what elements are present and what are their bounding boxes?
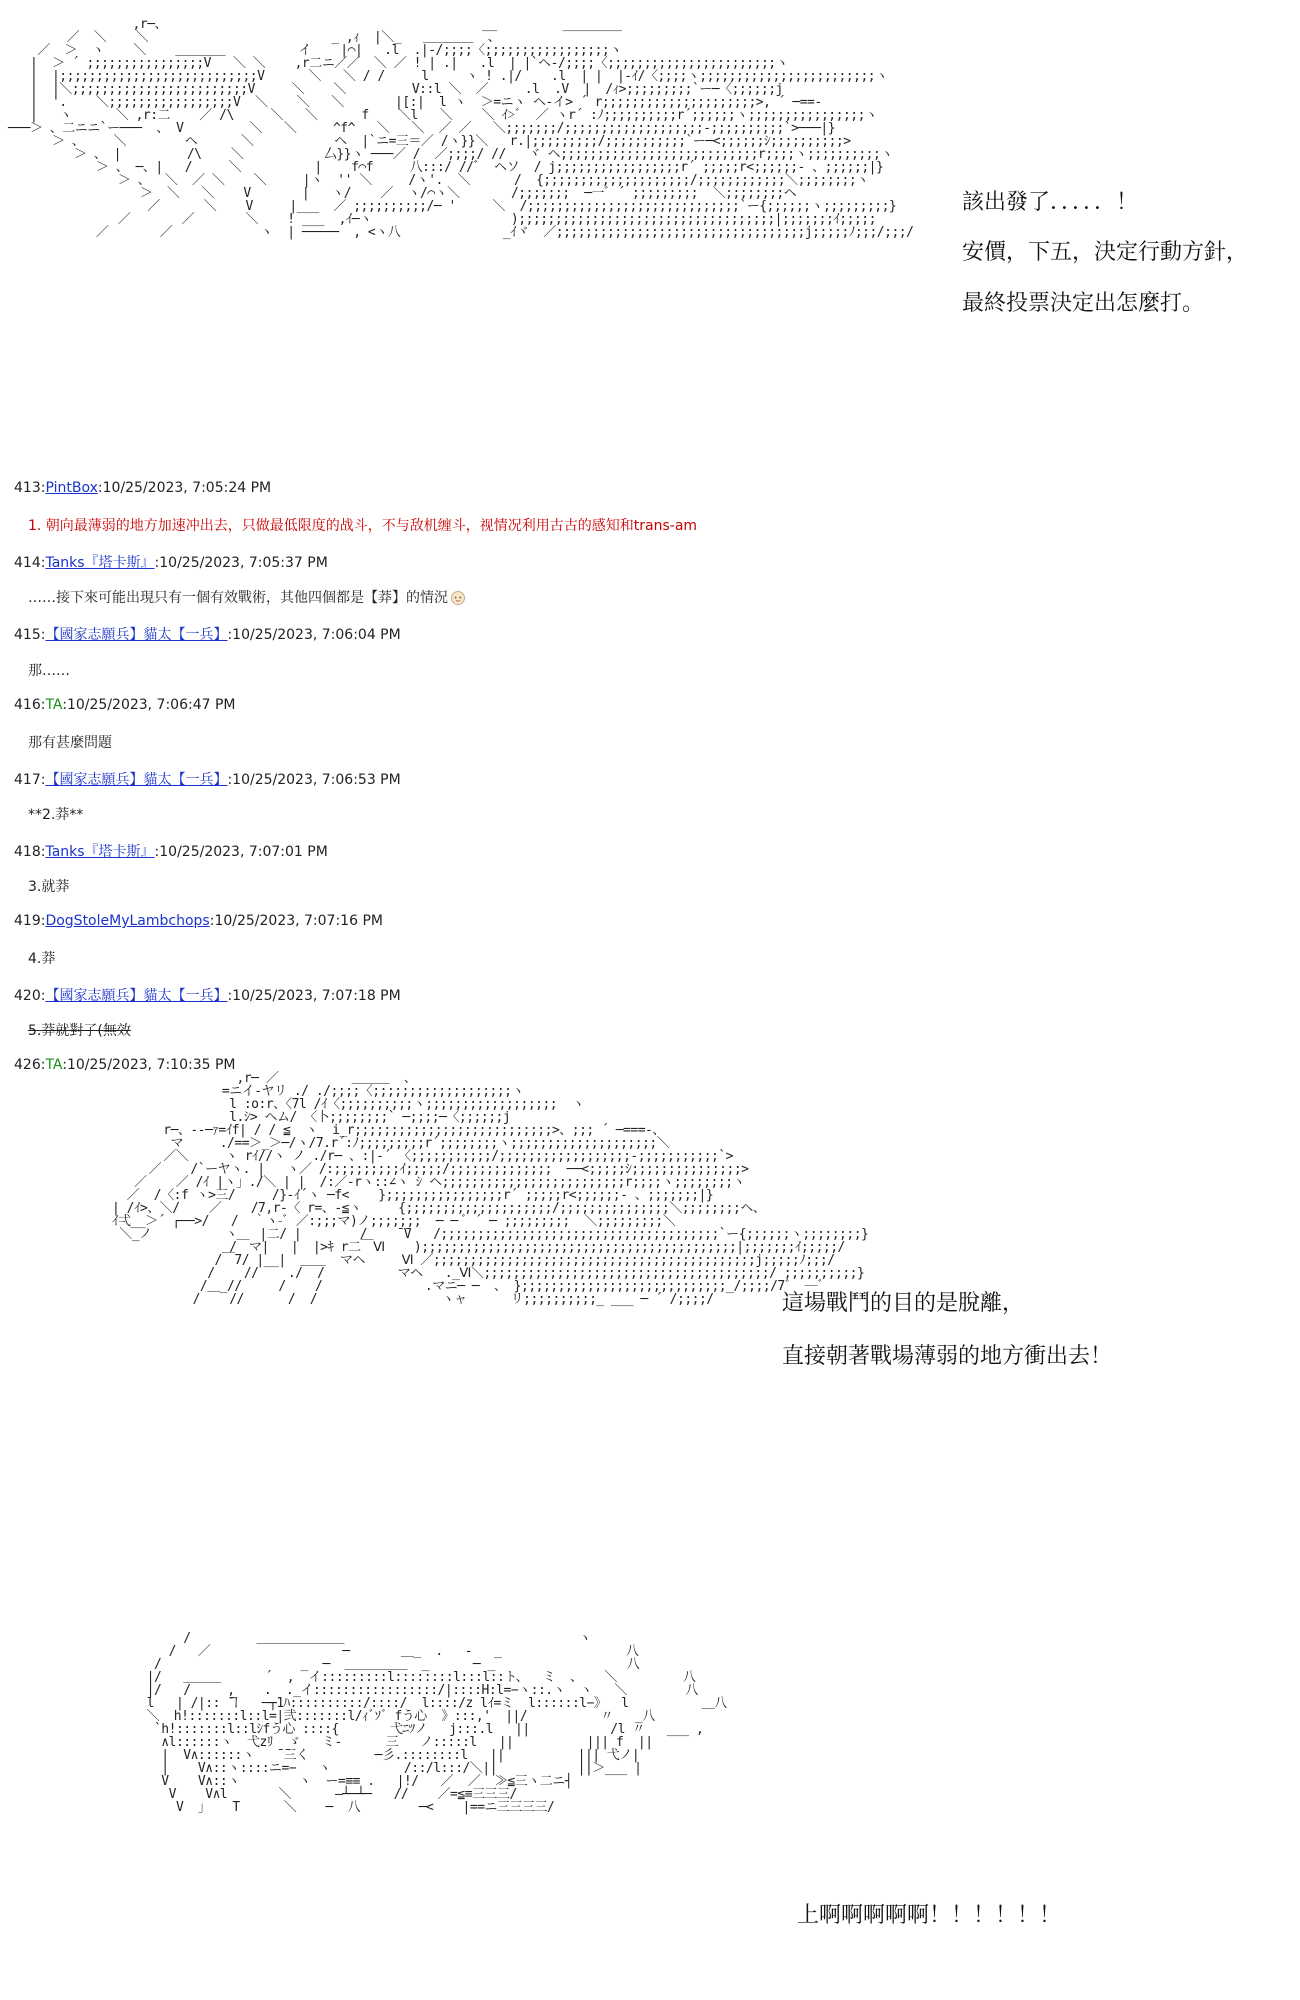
post-author-link[interactable]: Tanks『塔卡斯』 <box>45 555 155 571</box>
post-header-414: 414:Tanks『塔卡斯』:10/25/2023, 7:05:37 PM <box>14 555 328 571</box>
face-emoji-icon <box>450 589 466 605</box>
post-body-417: **2.莽** <box>28 807 84 823</box>
post-body-418: 3.就莽 <box>28 879 70 895</box>
narration-scene1-line3: 最終投票決定出怎麼打。 <box>962 291 1205 316</box>
post-author-name: TA <box>45 697 63 713</box>
narration-scene3-line1: 上啊啊啊啊啊！！！！！！ <box>797 1903 1062 1928</box>
post-header-413: 413:PintBox:10/25/2023, 7:05:24 PM <box>14 480 272 496</box>
post-header-426: 426:TA:10/25/2023, 7:10:35 PM <box>14 1057 236 1073</box>
post-header-415: 415:【國家志願兵】貓太【一兵】:10/25/2023, 7:06:04 PM <box>14 627 401 643</box>
post-body-416: 那有甚麼問題 <box>28 735 112 751</box>
post-header-420: 420:【國家志願兵】貓太【一兵】:10/25/2023, 7:07:18 PM <box>14 988 401 1004</box>
post-author-link[interactable]: PintBox <box>45 480 98 496</box>
ascii-art-scene-1: ,r─、 __ ________ ／ ＼ ＼ _ ,ｨ |＼_ ＿＿＿＿ 、 ／ ＞ ヽ ＼ ＿＿＿＿ イ |⌒| .l .|-/;;;;〈;;;;;;;;;;;;;;;;;ヽ | ＞ ´ ;;;;;;;;;;;;;;;;V ＼ ＼ ,r二ニ／／ ＼ ／ ! | .| .l | |`ヘ-/;;;;〈;;;;;;;;;;;;;;;;;;;;;;;ヽ | |;;;;;;;;;;;;;;;;;;;;;;;;;;;V ＼ ＼ / / l ヽ ! .|/ .l | | |-ｲ/〈;;;;ヽ;;;;;;;;;;;;;;;;;;;;;;;;ヽ | |＼;;;;;;;;;;;;;;;;;;;;;;;;V ＼ ＼ V::l ＼ ／ .l .V | /ｨ>;;;;;;;;;`ー─〈;;;;;;j | '. ＼;;;;;;;;;;;;;;;;;V ＼ ＼ ＼ |[:| l ヽ ＞=ニヽ ヘ-イ> ´ r;;;;;;;;;;;;;;;;;;;;;>, ´ ─==- | ヽ ＼ ,r:二 ／ /\ ＼ ＼ f ＼l ＼ ＼ ｲ>ﾞ ／ ヽr´ :ﾉ;;;;;;;;;;r´;;;;;;ヽ;;;;;;;;;;;;;;;;ヽ ───＞ 、二ニニ`ー─── 、 V ＼ ＼ ^f^ ＼ ＼ ／ ／ ＼;;;;;;;/;;;;;;;;;;;;;;;;;;;-;;;;;;;;;;`>───|} ＞ 、 ＼ ヘ ＼ ヘ |`ニ=三＝／ /ヽ}}＼ r.|;;;;;;;;;/;;;;;;;;;;;`ー─<;;;;;;ｼ;;;;;;;;;;> ＞ 、 | /\ ＼ 厶}}ヽ ───／ / ／;;;;/ // ヾ ヘ;;;;;;;;;;;;;;;;;;;;;;;;;;;r;;;;ヽ;;;;;;;;;;ヽ ＞ 、 ─、| / ＼ | f⌒f 八:::/ //ﾞ ヘソ / j;;;;;;;;;;;;;;;;;r´ ;;;;;r<;;;;;;- 、;;;;;;|} ＞ 、 ＼ ／ ＼ ＼ |ヽ '' ＼ /ヽ'. ＼ / {;;;;;;;;;;;;;;;;;;;;/;;;;;;;;;;;;＼;;;;;;;;ヽ ＞ ＼ ＼ V | ヽ/ ／ ヽ/⌒ヽ＼ /;;;;;;; ─一ﾞ ´ ;;;;;;;;; ＼;;;;;;;;ヘ ／ ＼ V |___ ／ ;;;;;;;;;;/─ ' ＼ /;;;;;;;;;;;;;;;;;;;;;;;;;;;;;`ー{;;;;;;ヽ;;;;;;;;;} ／ ／ ＼ ! ___ ,ｲ─ヽ );;;;;;;;;;;;;;;;;;;;;;;;;;;;;;;;;;;|;;;;;;;ｲ;;;;; ／ ／ ヽ | ───── , <ヽ八 _ｲヾ ／;;;;;;;;;;;;;;;;;;;;;;;;;;;;;;;;;;j;;;;;ﾉ;;;/;;;/ <box>8 17 914 240</box>
post-header-418: 418:Tanks『塔卡斯』:10/25/2023, 7:07:01 PM <box>14 844 328 860</box>
post-author-link[interactable]: 【國家志願兵】貓太【一兵】 <box>45 627 228 643</box>
narration-scene2-line2: 直接朝著戰場薄弱的地方衝出去！ <box>782 1344 1113 1369</box>
narration-scene1-line1: 該出發了．．．．．！ <box>962 190 1139 215</box>
post-body-419: 4.莽 <box>28 951 56 967</box>
post-author-link[interactable]: 【國家志願兵】貓太【一兵】 <box>45 772 228 788</box>
ascii-art-scene-2: ,r─ ／ ＿＿＿ 、 =ニイ-ヤリ ./ ./;;;;〈;;;;;;;;;;;;;;;;;;;ヽ l :o:r、〈7l /ｲ〈;;;;;;;;;;ヽ;;;;;;;;;;;;;;;;;; ヽ l.ｼ> ヘム/ 〈卜;;;;;;;;` ─;;;;─〈;;;;;;j r─、--─ｧ=ｲf| / / ≦ ヽ i_r;;;;;;;;;;;;;;;;;;;;;;;;;;;>、;;; ´ ─===-、 マ ./==＞_＞─/ヽ/7.r´:ﾉ;;;;;;;;;r´;;;;;;;;ヽ;;;;;;;;;;;;;;;;;;;;＼ ／＼ ヽ rｲ//ヽ ノ ./r─ 、:|-´ 〈;;;;;;;;;;;/;;;;;;;;;;;;;;;;;;-;;;;;;;;;;;`> ／ /`ーヤヽ. | ヽ／ /:;;;;;;;;;ｲ;;;;;/;;;;;;;;;;;;;; ──<;;;;;ｼ;;;;;;;;;;;;;;;> ／ ／ /ｲ |ヽ」./＼ | | /:／-rヽ::∠ヽ ｼ ヘ;;;;;;;;;;;;;;;;;;;;;;;;;r;;;;ヽ;;;;;;;;ヽ ／ /〈:f ヽ>三/ /}-ｲ´ヽ ─f< };;;;;;;;;;;;;;;;r´ ;;;;;r<;;;;;;- 、;;;;;;;|} | /ｲ>、＼/ ／ /7,r‐〈 r=、-≦ヽ {;;;;;;;;;;;;;;;;;;;;/;;;;;;;;;;;;;;;＼;;;;;;;;ヘ、 ｲ弌__＞´ ┌──>/ / ｀ヽ-ﾞ ／:;;;マ)ノ;;;;;;; ─ ─ ﾞ ´ ─ ;;;;;;;;; ＼;;;;;;;;;＼ ＼_ノ ヽ |二/ | / ̄ ̄V /;;;;;;;;;;;;;;;;;;;;;;;;;;;;;;;;;;;;;;`ー{;;;;;;ヽ;;;;;;;;} /￣マ| | |>ｷ r二￣Ⅵ );;;;;;;;;;;;;;;;;;;;;;;;;;;;;;;;;;;;;;;;;;;|;;;;;;;ｲ;;;;;/ /￣7/ |__| ＿＿ マヘ Ⅵ ／;;;;;;;;;;;;;;;;;;;;;;;;;;;;;;;;;;;;;;;;;;;;j;;;;;ﾉ;;;/ / // ./ / マヘ ._Ⅵ＼;;;;;;;;;;;;;;;;;;;;;;;;;;;;;;;;;;;;;;;/ ;;;;;;;;;;} /＿_// / / .マニ─ ─ 、 };;;;;;;;;;;;;;;;;;;;;;;;;;;;_/;;;;/7゛ ─ﾞ / // / / ヽャ リ;;;;;;;;;;_ ___ ─ ´ /;;;;/ <box>111 1071 869 1307</box>
post-author-link[interactable]: Tanks『塔卡斯』 <box>45 844 155 860</box>
post-body-420: 5.莽就對了(無效 <box>28 1023 131 1039</box>
post-author-name: TA <box>45 1057 63 1073</box>
post-body-413: 1. 朝向最薄弱的地方加速冲出去，只做最低限度的战斗，不与敌机缠斗，视情况利用古古的感知和trans-am <box>28 518 698 534</box>
ascii-art-scene-3: / ＿＿＿＿＿＿＿ ヽ / ／ ─ ＿_ . - _ 八 / _ ─ ＿＿＿＿＿ _ ─ _ 八 |/ ＿＿＿ ´ , イ:::::::::l::::::::l:::l::ト、 ミ 、 ＼ 八 |/ / , . ._イ:::::::::::::::::/|::::H:l=−ヽ::.ヽ ヽ ＼ 八 l | /|:: ̄ヿ ─┬1ﾊ::::::::::/::::/ l::::/z lｲ=ミ l::::::l−》 l ＿八 ＼ h!:::::::l::l=|弐:::::::l/ｨﾞｿﾞ fう心 》:::,' ||/ 〃 _八 `h!:::::::l::lｼfう心 ::::{ 弋ﾆﾂノ j:::.l || /l 〃 ___ , ∧l::::::ヽ 弋zﾘ ゞ ミ- 三 ノ:::::l || ||| f || | V∧::::::ヽ ̄ ̄三く ─彡.::::::::l || ||| 弋ノ| | V∧::ヽ::::ニ=− ヽ /::/l:::/＼|| ||＞___ | V V∧::ヽ ヽ ー=≡≡ . |!/ ／ ／ ≫≦三ヽ二ニ┤ V V∧l ＼ ―┴─┴─ // ／=≦≡三三三/ V 」 T ＼ ─ 八 ─< |==ニ三三三三/ <box>146 1631 727 1815</box>
post-body-415: 那…… <box>28 663 70 679</box>
post-header-419: 419:DogStoleMyLambchops:10/25/2023, 7:07:16 PM <box>14 913 383 929</box>
post-body-414: ……接下來可能出現只有一個有效戰術，其他四個都是【莽】的情況 <box>28 587 466 607</box>
post-header-416: 416:TA:10/25/2023, 7:06:47 PM <box>14 697 236 713</box>
post-author-link[interactable]: 【國家志願兵】貓太【一兵】 <box>45 988 228 1004</box>
narration-scene2-line1: 這場戰鬥的目的是脫離， <box>782 1291 1025 1316</box>
post-author-link[interactable]: DogStoleMyLambchops <box>45 913 210 929</box>
post-header-417: 417:【國家志願兵】貓太【一兵】:10/25/2023, 7:06:53 PM <box>14 772 401 788</box>
narration-scene1-line2: 安價，下五，決定行動方針， <box>962 240 1249 265</box>
